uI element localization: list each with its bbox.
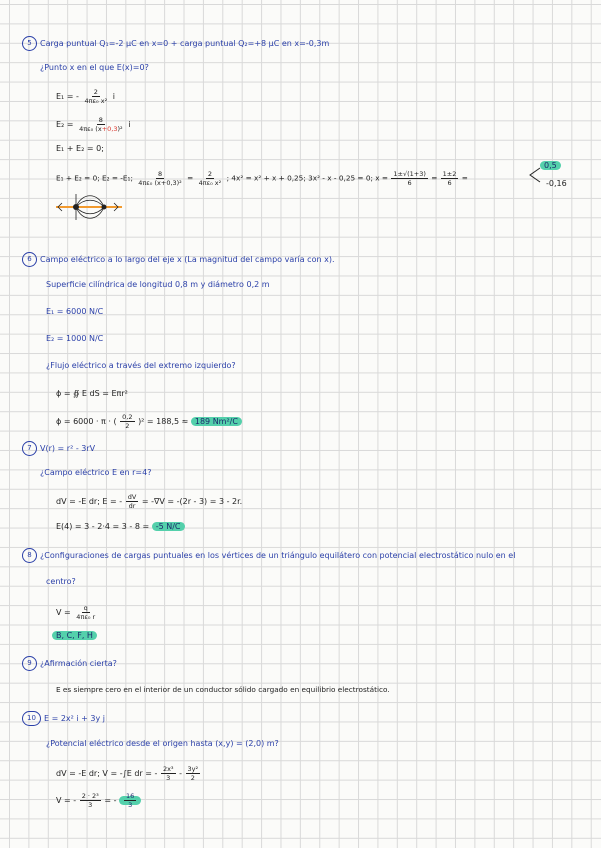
problem-10-statement: 10 E = 2x² i + 3y j (22, 711, 105, 726)
problem-6-statement: 6 Campo eléctrico a lo largo del eje x (La magnitud del campo varía con x). (22, 252, 334, 267)
problem-number-9: 9 (22, 656, 37, 671)
problem-5-question: ¿Punto x en el que E(x)=0? (40, 63, 149, 72)
problem-5-solution: E₁ + E₂ = 0; E₂ = -E₁; $\frac{8}{\text{4πε₀ (x+0,3)²}}$ = $\frac{2}{\text{4πε₀ x²}}$ ; 4x² = x² + x + 0,25; 3x² - x - 0,25 = 0; x = $\frac{1\pm√(1+3)}{6}$ = $\frac{1\pm 2}{6}$ = (56, 170, 468, 187)
problem-number-10: 10 (22, 711, 41, 726)
problem-8-statement: 8 ¿Configuraciones de cargas puntuales en los vértices de un triángulo equilátero con potencial electrostático nulo en el (22, 548, 515, 563)
problem-number-6: 6 (22, 252, 37, 267)
problem-5-e1: E₁ = - $\frac{2}{\text{4πε₀ x²}}$ i (56, 88, 115, 105)
problem-7-statement: 7 V(r) = r² - 3rV (22, 441, 95, 456)
problem-9-answer: E es siempre cero en el interior de un conductor sólido cargado en equilibrio electrostático. (56, 685, 390, 694)
problem-10-question: ¿Potencial eléctrico desde el origen hasta (x,y) = (2,0) m? (46, 739, 279, 748)
problem-7-eq-1: dV = -E dr; E = - $\frac{dV}{dr}$ = -∇V = -(2r - 3) = 3 - 2r. (56, 493, 243, 510)
problem-10-eq-1: dV = -E dr; V = -∫E dr = - $\frac{\text{2x³}}{3}$ - $\frac{\text{3y²}}{2}$ (56, 765, 199, 782)
problem-5-root-1: 0,5 (540, 160, 561, 172)
problem-6-given-3: E₂ = 1000 N/C (46, 334, 104, 343)
problem-5-statement: 5 Carga puntual Q₁=-2 μC en x=0 + carga puntual Q₂=+8 μC en x=-0,3m (22, 36, 329, 51)
problem-5-sum: E₁ + E₂ = 0; (56, 144, 104, 153)
problem-9-statement: 9 ¿Afirmación cierta? (22, 656, 117, 671)
problem-8-answer: B, C, F, H (52, 630, 97, 642)
root-brace-icon (528, 166, 542, 184)
problem-6-question: ¿Flujo eléctrico a través del extremo izquierdo? (46, 361, 236, 370)
problem-8-eq: V = $\frac{q}{\text{4πε₀ r}}$ (56, 604, 96, 621)
problem-7-question: ¿Campo eléctrico E en r=4? (40, 468, 152, 477)
field-lines-sketch-icon (54, 190, 124, 226)
problem-5-root-2: -0,16 (546, 179, 567, 188)
problem-7-answer: -5 N/C (152, 522, 185, 531)
problem-10-eq-2: V = - $\frac{\text{2 · 2³}}{3}$ = - $\frac{16}{3}$ (56, 792, 141, 809)
problem-6-given-1: Superficie cilíndrica de longitud 0,8 m y diámetro 0,2 m (46, 280, 270, 289)
problem-number-7: 7 (22, 441, 37, 456)
problem-7-eq-2: E(4) = 3 - 2·4 = 3 - 8 = -5 N/C (56, 521, 185, 533)
problem-6-answer: 189 Nm²/C (191, 417, 242, 426)
problem-number-8: 8 (22, 548, 37, 563)
problem-6-eq-1: ϕ = ∯ E dS = Eπr² (56, 389, 128, 398)
problem-10-answer: $\frac{16}{3}$ (119, 796, 141, 805)
problem-6-eq-2: ϕ = 6000 · π · ( $\frac{0,2}{2}$ )² = 188,5 ≈ 189 Nm²/C (56, 413, 242, 430)
problem-number-5: 5 (22, 36, 37, 51)
problem-8-statement-cont: centro? (46, 577, 76, 586)
problem-5-e2: E₂ = $\frac{8}{\text{4πε₀ (x+0,3)²}}$ i (56, 116, 131, 133)
problem-6-given-2: E₁ = 6000 N/C (46, 307, 104, 316)
